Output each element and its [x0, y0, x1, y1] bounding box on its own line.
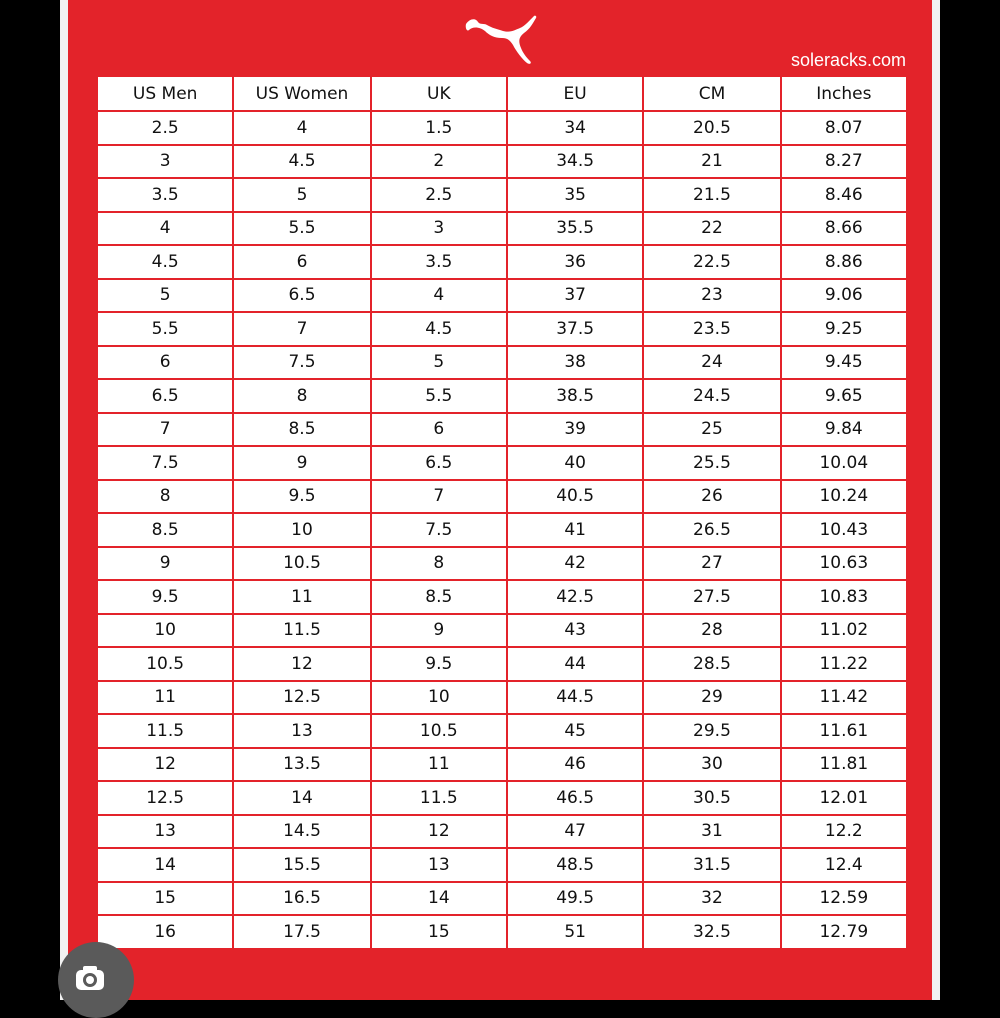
table-row: [97, 379, 907, 413]
cell-eu: 34: [507, 111, 643, 145]
table-row: [97, 848, 907, 882]
cell-us-women: 5.5: [233, 212, 370, 246]
right-border: [932, 0, 940, 1000]
cell-cm: 29.5: [643, 714, 780, 748]
cell-us-women: 12.5: [233, 681, 370, 715]
table-row: [97, 446, 907, 480]
cell-us-women: 11.5: [233, 614, 370, 648]
cell-eu: 48.5: [507, 848, 643, 882]
cell-us-men: 8.5: [97, 513, 233, 547]
cell-inches: 12.01: [781, 781, 907, 815]
cell-eu: 46.5: [507, 781, 643, 815]
cell-uk: 7.5: [371, 513, 507, 547]
cell-uk: 2: [371, 145, 507, 179]
cell-inches: 10.04: [781, 446, 907, 480]
cell-us-women: 9: [233, 446, 370, 480]
cell-us-men: 4: [97, 212, 233, 246]
cell-eu: 42: [507, 547, 643, 581]
cell-eu: 39: [507, 413, 643, 447]
cell-uk: 2.5: [371, 178, 507, 212]
cell-inches: 8.66: [781, 212, 907, 246]
cell-us-men: 11.5: [97, 714, 233, 748]
table-row: [97, 815, 907, 849]
table-row: [97, 312, 907, 346]
cell-eu: 42.5: [507, 580, 643, 614]
column-header-us-women: US Women: [233, 76, 370, 111]
cell-uk: 7: [371, 480, 507, 514]
cell-inches: 10.43: [781, 513, 907, 547]
cell-cm: 28.5: [643, 647, 780, 681]
cell-us-women: 11: [233, 580, 370, 614]
cell-uk: 5: [371, 346, 507, 380]
cell-us-women: 10: [233, 513, 370, 547]
cell-cm: 24: [643, 346, 780, 380]
cell-uk: 6.5: [371, 446, 507, 480]
cell-us-women: 13: [233, 714, 370, 748]
cell-cm: 31: [643, 815, 780, 849]
cell-uk: 9.5: [371, 647, 507, 681]
cell-us-women: 8.5: [233, 413, 370, 447]
cell-us-men: 16: [97, 915, 233, 949]
cell-eu: 44: [507, 647, 643, 681]
cell-us-women: 7.5: [233, 346, 370, 380]
cell-us-women: 6.5: [233, 279, 370, 313]
cell-inches: 12.59: [781, 882, 907, 916]
cell-us-women: 8: [233, 379, 370, 413]
cell-us-men: 12: [97, 748, 233, 782]
cell-inches: 10.24: [781, 480, 907, 514]
cell-uk: 11: [371, 748, 507, 782]
cell-us-men: 14: [97, 848, 233, 882]
cell-uk: 6: [371, 413, 507, 447]
cell-us-women: 7: [233, 312, 370, 346]
cell-cm: 21: [643, 145, 780, 179]
cell-inches: 11.22: [781, 647, 907, 681]
table-row: [97, 413, 907, 447]
table-row: [97, 614, 907, 648]
cell-inches: 8.86: [781, 245, 907, 279]
cell-uk: 8.5: [371, 580, 507, 614]
cell-cm: 27.5: [643, 580, 780, 614]
cell-us-men: 11: [97, 681, 233, 715]
cell-cm: 26.5: [643, 513, 780, 547]
cell-us-women: 4.5: [233, 145, 370, 179]
cell-us-women: 10.5: [233, 547, 370, 581]
cell-us-men: 9: [97, 547, 233, 581]
cell-eu: 35.5: [507, 212, 643, 246]
cell-uk: 12: [371, 815, 507, 849]
cell-us-women: 14.5: [233, 815, 370, 849]
cell-eu: 38: [507, 346, 643, 380]
table-row: [97, 714, 907, 748]
cell-cm: 29: [643, 681, 780, 715]
cell-us-men: 9.5: [97, 580, 233, 614]
cell-cm: 22: [643, 212, 780, 246]
cell-us-women: 6: [233, 245, 370, 279]
cell-inches: 8.07: [781, 111, 907, 145]
cell-inches: 11.81: [781, 748, 907, 782]
table-body: [97, 111, 907, 949]
table-row: [97, 748, 907, 782]
cell-cm: 20.5: [643, 111, 780, 145]
table-row: [97, 681, 907, 715]
cell-us-men: 3: [97, 145, 233, 179]
table-row: [97, 279, 907, 313]
cell-us-women: 9.5: [233, 480, 370, 514]
cell-us-men: 7.5: [97, 446, 233, 480]
cell-uk: 3.5: [371, 245, 507, 279]
cell-eu: 34.5: [507, 145, 643, 179]
cell-us-men: 15: [97, 882, 233, 916]
cell-us-men: 12.5: [97, 781, 233, 815]
cell-inches: 9.06: [781, 279, 907, 313]
cell-inches: 12.79: [781, 915, 907, 949]
cell-inches: 11.42: [781, 681, 907, 715]
cell-inches: 10.63: [781, 547, 907, 581]
cell-us-men: 6: [97, 346, 233, 380]
cell-uk: 3: [371, 212, 507, 246]
cell-us-women: 16.5: [233, 882, 370, 916]
cell-cm: 32.5: [643, 915, 780, 949]
cell-cm: 30: [643, 748, 780, 782]
table-row: [97, 480, 907, 514]
cell-inches: 8.27: [781, 145, 907, 179]
cell-cm: 25.5: [643, 446, 780, 480]
table-row: [97, 547, 907, 581]
cell-cm: 31.5: [643, 848, 780, 882]
cell-eu: 51: [507, 915, 643, 949]
cell-cm: 21.5: [643, 178, 780, 212]
cell-us-women: 13.5: [233, 748, 370, 782]
table-row: [97, 145, 907, 179]
table-row: [97, 245, 907, 279]
cell-us-men: 4.5: [97, 245, 233, 279]
cell-eu: 38.5: [507, 379, 643, 413]
cell-eu: 36: [507, 245, 643, 279]
cell-us-women: 14: [233, 781, 370, 815]
table-row: [97, 178, 907, 212]
table-row: [97, 882, 907, 916]
cell-eu: 35: [507, 178, 643, 212]
cell-uk: 15: [371, 915, 507, 949]
cell-uk: 4.5: [371, 312, 507, 346]
cell-us-men: 3.5: [97, 178, 233, 212]
cell-inches: 11.61: [781, 714, 907, 748]
cell-cm: 24.5: [643, 379, 780, 413]
cell-uk: 9: [371, 614, 507, 648]
size-chart-table: [96, 75, 908, 950]
cell-eu: 45: [507, 714, 643, 748]
cell-us-women: 4: [233, 111, 370, 145]
website-label: soleracks.com: [790, 50, 906, 70]
cell-cm: 22.5: [643, 245, 780, 279]
puma-cat-icon: [460, 8, 540, 66]
table-row: [97, 212, 907, 246]
cell-us-women: 5: [233, 178, 370, 212]
cell-inches: 12.2: [781, 815, 907, 849]
cell-cm: 26: [643, 480, 780, 514]
cell-eu: 46: [507, 748, 643, 782]
cell-us-men: 10: [97, 614, 233, 648]
cell-us-women: 17.5: [233, 915, 370, 949]
cell-cm: 23.5: [643, 312, 780, 346]
cell-eu: 49.5: [507, 882, 643, 916]
cell-uk: 8: [371, 547, 507, 581]
cell-eu: 37.5: [507, 312, 643, 346]
column-header-inches: Inches: [781, 76, 907, 111]
cell-inches: 8.46: [781, 178, 907, 212]
cell-inches: 12.4: [781, 848, 907, 882]
header-row: [97, 76, 907, 111]
table-row: [97, 111, 907, 145]
cell-cm: 30.5: [643, 781, 780, 815]
cell-uk: 1.5: [371, 111, 507, 145]
table-row: [97, 513, 907, 547]
column-header-eu: EU: [507, 76, 643, 111]
cell-us-men: 8: [97, 480, 233, 514]
column-header-us-men: US Men: [97, 76, 233, 111]
cell-eu: 41: [507, 513, 643, 547]
cell-us-men: 6.5: [97, 379, 233, 413]
cell-eu: 40: [507, 446, 643, 480]
cell-uk: 13: [371, 848, 507, 882]
cell-uk: 14: [371, 882, 507, 916]
table-row: [97, 915, 907, 949]
column-header-cm: CM: [643, 76, 780, 111]
cell-inches: 9.65: [781, 379, 907, 413]
cell-cm: 23: [643, 279, 780, 313]
column-header-uk: UK: [371, 76, 507, 111]
cell-us-men: 5.5: [97, 312, 233, 346]
cell-eu: 47: [507, 815, 643, 849]
cell-cm: 25: [643, 413, 780, 447]
cell-eu: 44.5: [507, 681, 643, 715]
cell-us-men: 5: [97, 279, 233, 313]
table-row: [97, 781, 907, 815]
cell-us-men: 7: [97, 413, 233, 447]
cell-eu: 37: [507, 279, 643, 313]
cell-uk: 11.5: [371, 781, 507, 815]
cell-cm: 28: [643, 614, 780, 648]
cell-us-men: 13: [97, 815, 233, 849]
cell-inches: 10.83: [781, 580, 907, 614]
cell-inches: 9.45: [781, 346, 907, 380]
cell-us-women: 12: [233, 647, 370, 681]
cell-inches: 11.02: [781, 614, 907, 648]
cell-cm: 32: [643, 882, 780, 916]
camera-icon[interactable]: [70, 960, 110, 1000]
table-row: [97, 346, 907, 380]
cell-eu: 40.5: [507, 480, 643, 514]
cell-uk: 10: [371, 681, 507, 715]
cell-inches: 9.84: [781, 413, 907, 447]
cell-us-women: 15.5: [233, 848, 370, 882]
cell-cm: 27: [643, 547, 780, 581]
cell-uk: 5.5: [371, 379, 507, 413]
table-row: [97, 580, 907, 614]
cell-eu: 43: [507, 614, 643, 648]
left-border: [60, 0, 68, 1000]
cell-uk: 4: [371, 279, 507, 313]
table-row: [97, 647, 907, 681]
cell-us-men: 2.5: [97, 111, 233, 145]
cell-inches: 9.25: [781, 312, 907, 346]
cell-us-men: 10.5: [97, 647, 233, 681]
cell-uk: 10.5: [371, 714, 507, 748]
